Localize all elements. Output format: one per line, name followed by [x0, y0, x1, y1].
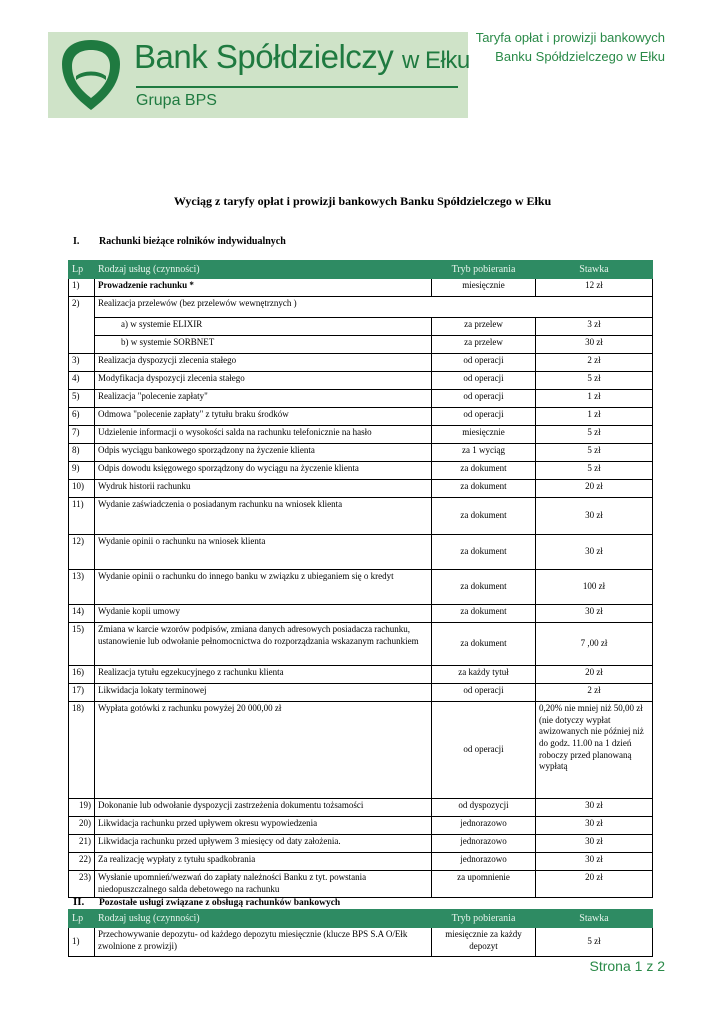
table-row	[69, 426, 653, 444]
cell-rate: 5 zł	[536, 462, 653, 480]
cell-lp	[69, 318, 95, 336]
cell-service: Realizacja dyspozycji zlecenia stałego	[95, 354, 432, 372]
table-row	[69, 928, 653, 957]
column-header-lp: Lp	[69, 910, 95, 928]
cell-service: Wydanie opinii o rachunku na wniosek klienta	[95, 535, 432, 570]
cell-rate: 7 ,00 zł	[536, 623, 653, 666]
cell-service: Udzielenie informacji o wysokości salda na rachunku telefonicznie na hasło	[95, 426, 432, 444]
cell-mode: od operacji	[432, 408, 536, 426]
cell-mode: od operacji	[432, 354, 536, 372]
cell-mode: za dokument	[432, 605, 536, 623]
cell-mode: za dokument	[432, 623, 536, 666]
cell-rate: 30 zł	[536, 817, 653, 835]
table-row	[69, 817, 653, 835]
header-line-2: Banku Spółdzielczego w Ełku	[495, 49, 665, 64]
cell-service: a) w systemie ELIXIR	[95, 318, 432, 336]
column-header-service: Rodzaj usług (czynności)	[95, 910, 432, 928]
cell-service: Odpis wyciągu bankowego sporządzony na życzenie klienta	[95, 444, 432, 462]
cell-rate: 30 zł	[536, 853, 653, 871]
cell-service: Wydanie kopii umowy	[95, 605, 432, 623]
column-header-service: Rodzaj usług (czynności)	[95, 261, 432, 279]
cell-mode: za dokument	[432, 480, 536, 498]
table-row	[69, 279, 653, 297]
cell-lp: 1)	[69, 279, 95, 297]
cell-lp: 22)	[69, 853, 95, 871]
cell-rate: 100 zł	[536, 570, 653, 605]
page-number: Strona 1 z 2	[589, 958, 665, 974]
cell-service: Zmiana w karcie wzorów podpisów, zmiana danych adresowych posiadacza rachunku, ustanowienie lub odwołanie pełnomocnictwa do rozporządzania wskazanym rachunkiem	[95, 623, 432, 666]
table-row	[69, 835, 653, 853]
cell-rate: 30 zł	[536, 799, 653, 817]
cell-lp: 3)	[69, 354, 95, 372]
cell-mode: za przelew	[432, 318, 536, 336]
cell-service: Wydanie zaświadczenia o posiadanym rachunku na wniosek klienta	[95, 498, 432, 535]
tariff-table-2	[68, 909, 653, 957]
document-title: Wyciąg z taryfy opłat i prowizji bankowych Banku Spółdzielczego w Ełku	[173, 194, 552, 208]
cell-mode: za upomnienie	[432, 871, 536, 898]
table-header-row	[69, 910, 653, 928]
cell-rate: 30 zł	[536, 605, 653, 623]
cell-rate: 3 zł	[536, 318, 653, 336]
cell-lp: 14)	[69, 605, 95, 623]
cell-service: Wypłata gotówki z rachunku powyżej 20 000,00 zł	[95, 702, 432, 799]
section-2-label: Pozostałe usługi związane z obsługą rachunków bankowych	[99, 898, 341, 908]
table-row	[69, 702, 653, 799]
table-row	[69, 480, 653, 498]
cell-service: Wydruk historii rachunku	[95, 480, 432, 498]
table-row	[69, 666, 653, 684]
cell-service: Wydanie opinii o rachunku do innego banku w związku z ubieganiem się o kredyt	[95, 570, 432, 605]
cell-service: Wysłanie upomnień/wezwań do zapłaty należności Banku z tyt. powstania niedopuszczalnego salda debetowego na rachunku	[95, 871, 432, 898]
cell-rate: 5 zł	[536, 372, 653, 390]
table-row	[69, 605, 653, 623]
cell-rate: 5 zł	[536, 426, 653, 444]
cell-service: Przechowywanie depozytu- od każdego depozytu miesięcznie (klucze BPS S.A O/Ełk zwolnione z prowizji)	[95, 928, 432, 957]
cell-rate: 20 zł	[536, 480, 653, 498]
cell-rate: 0,20% nie mniej niż 50,00 zł (nie dotyczy wypłat awizowanych nie później niż do godz. 11.00 na 1 dzień roboczy przed planowaną wypłatą	[536, 702, 653, 799]
table-row	[69, 684, 653, 702]
cell-mode: od dyspozycji	[432, 799, 536, 817]
cell-lp: 8)	[69, 444, 95, 462]
logo-suffix: w Ełku	[401, 47, 470, 74]
cell-mode: miesięcznie za każdy depozyt	[432, 928, 536, 957]
cell-mode: za dokument	[432, 570, 536, 605]
cell-service: Likwidacja rachunku przed upływem 3 miesięcy od daty założenia.	[95, 835, 432, 853]
table-header-row	[69, 261, 653, 279]
cell-mode: od operacji	[432, 390, 536, 408]
cell-rate: 30 zł	[536, 498, 653, 535]
cell-service: Dokonanie lub odwołanie dyspozycji zastrzeżenia dokumentu tożsamości	[95, 799, 432, 817]
bank-logo-icon	[54, 36, 128, 114]
cell-rate: 12 zł	[536, 279, 653, 297]
cell-rate: 30 zł	[536, 336, 653, 354]
table-row	[69, 444, 653, 462]
cell-mode: za przelew	[432, 336, 536, 354]
table-row	[69, 390, 653, 408]
cell-mode: jednorazowo	[432, 817, 536, 835]
cell-mode: miesięcznie	[432, 279, 536, 297]
cell-service: Realizacja tytułu egzekucyjnego z rachunku klienta	[95, 666, 432, 684]
cell-rate: 20 zł	[536, 666, 653, 684]
cell-lp: 15)	[69, 623, 95, 666]
cell-mode: za dokument	[432, 462, 536, 480]
cell-service: Odmowa "polecenie zapłaty" z tytułu braku środków	[95, 408, 432, 426]
table-row	[69, 498, 653, 535]
cell-mode: za każdy tytuł	[432, 666, 536, 684]
table-row	[69, 297, 653, 318]
section-1-heading	[73, 236, 286, 247]
logo-bank-name: Bank Spółdzielczy w Ełku	[134, 38, 470, 75]
cell-lp: 13)	[69, 570, 95, 605]
table-row	[69, 623, 653, 666]
cell-lp: 9)	[69, 462, 95, 480]
cell-service: Prowadzenie rachunku *	[95, 279, 432, 297]
column-header-lp: Lp	[69, 261, 95, 279]
cell-mode: za dokument	[432, 498, 536, 535]
cell-lp: 17)	[69, 684, 95, 702]
table-row	[69, 372, 653, 390]
cell-mode: za dokument	[432, 535, 536, 570]
cell-lp: 11)	[69, 498, 95, 535]
cell-mode: jednorazowo	[432, 835, 536, 853]
cell-rate: 1 zł	[536, 408, 653, 426]
header-line-1: Taryfa opłat i prowizji bankowych	[475, 30, 665, 45]
cell-lp: 10)	[69, 480, 95, 498]
bank-logo	[48, 32, 468, 118]
cell-lp: 18)	[69, 702, 95, 799]
section-1-label: Rachunki bieżące rolników indywidualnych	[99, 236, 286, 247]
cell-service: Realizacja przelewów (bez przelewów wewnętrznych )	[95, 297, 653, 318]
column-header-rate: Stawka	[536, 910, 653, 928]
logo-group-name: Grupa BPS	[136, 92, 217, 109]
cell-service: Realizacja "polecenie zapłaty"	[95, 390, 432, 408]
cell-mode: jednorazowo	[432, 853, 536, 871]
cell-lp: 19)	[69, 799, 95, 817]
cell-service: Modyfikacja dyspozycji zlecenia stałego	[95, 372, 432, 390]
cell-rate: 30 zł	[536, 835, 653, 853]
column-header-mode: Tryb pobierania	[432, 910, 536, 928]
table-row	[69, 408, 653, 426]
section-2-heading	[73, 896, 340, 908]
section-2-number: II.	[73, 896, 85, 908]
cell-mode: od operacji	[432, 372, 536, 390]
cell-rate: 2 zł	[536, 354, 653, 372]
cell-rate: 5 zł	[536, 444, 653, 462]
cell-mode: za 1 wyciąg	[432, 444, 536, 462]
cell-lp: 4)	[69, 372, 95, 390]
cell-lp: 2)	[69, 297, 95, 318]
table-row	[69, 871, 653, 898]
cell-rate: 30 zł	[536, 535, 653, 570]
table-row	[69, 462, 653, 480]
cell-service: Likwidacja rachunku przed upływem okresu wypowiedzenia	[95, 817, 432, 835]
cell-service: b) w systemie SORBNET	[95, 336, 432, 354]
table-row	[69, 354, 653, 372]
table-row	[69, 336, 653, 354]
cell-lp: 7)	[69, 426, 95, 444]
cell-lp	[69, 336, 95, 354]
cell-lp: 1)	[69, 928, 95, 957]
table-row	[69, 570, 653, 605]
cell-lp: 12)	[69, 535, 95, 570]
section-1-number: I.	[73, 236, 80, 247]
table-row	[69, 318, 653, 336]
cell-lp: 6)	[69, 408, 95, 426]
cell-mode: od operacji	[432, 684, 536, 702]
cell-lp: 16)	[69, 666, 95, 684]
cell-lp: 23)	[69, 871, 95, 898]
table-row	[69, 535, 653, 570]
cell-rate: 20 zł	[536, 871, 653, 898]
column-header-mode: Tryb pobierania	[432, 261, 536, 279]
cell-service: Za realizację wypłaty z tytułu spadkobrania	[95, 853, 432, 871]
tariff-table-1	[68, 260, 653, 898]
cell-rate: 5 zł	[536, 928, 653, 957]
cell-lp: 5)	[69, 390, 95, 408]
cell-rate: 1 zł	[536, 390, 653, 408]
table-row	[69, 799, 653, 817]
cell-mode: miesięcznie	[432, 426, 536, 444]
cell-rate: 2 zł	[536, 684, 653, 702]
table-row	[69, 853, 653, 871]
cell-service: Likwidacja lokaty terminowej	[95, 684, 432, 702]
cell-mode: od operacji	[432, 702, 536, 799]
column-header-rate: Stawka	[536, 261, 653, 279]
cell-lp: 20)	[69, 817, 95, 835]
cell-lp: 21)	[69, 835, 95, 853]
logo-divider	[136, 86, 458, 88]
cell-service: Odpis dowodu księgowego sporządzony do wyciągu na życzenie klienta	[95, 462, 432, 480]
